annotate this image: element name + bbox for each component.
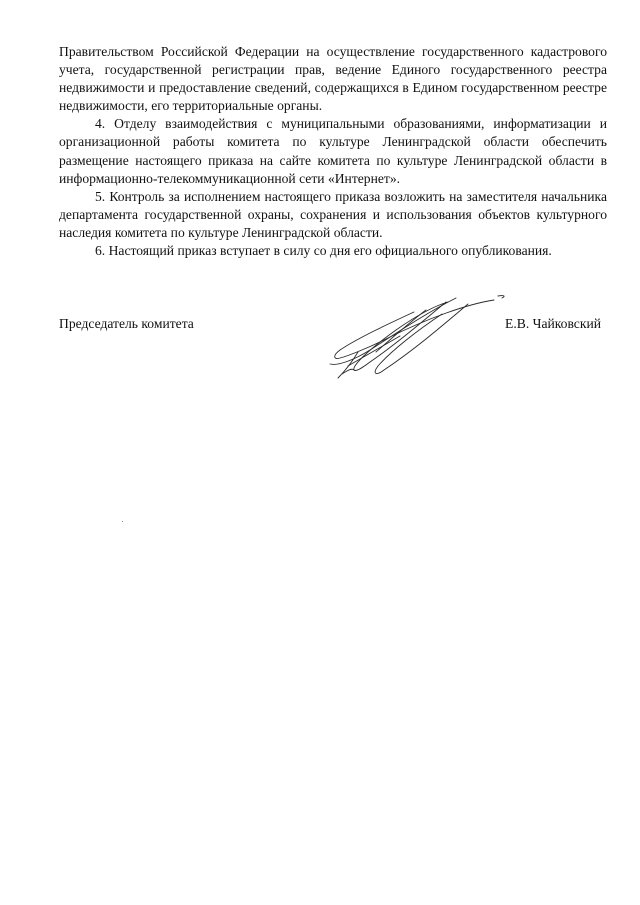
- signatory-position: Председатель комитета: [59, 316, 194, 331]
- scan-speck: [122, 521, 123, 522]
- paragraph-3-continuation: Правительством Российской Федерации на осуществление государственного кадастрового учета, государственной регистрации прав, ведение Единого государственного реестра недвижимости и предоставление сведений, содержащихся в Едином государственном реестре недвижимости, его территориальные органы.: [59, 44, 607, 114]
- signatory-name: Е.В. Чайковский: [505, 316, 601, 331]
- paragraph-4: 4. Отделу взаимодействия с муниципальными образованиями, информатизации и организационной работы комитета по культуре Ленинградской области обеспечить размещение настоящего приказа на сайте комитета по культуре Ленинградской области в информационно-телекоммуникационной сети «Интернет».: [59, 116, 607, 186]
- paragraph-6: 6. Настоящий приказ вступает в силу со дня его официального опубликования.: [95, 243, 552, 259]
- paragraph-5: 5. Контроль за исполнением настоящего приказа возложить на заместителя начальника департамента государственной охраны, сохранения и использования объектов культурного наследия комитета по культуре Ленинградской области.: [59, 188, 607, 240]
- handwritten-signature: [318, 292, 508, 384]
- document-body: [59, 43, 607, 260]
